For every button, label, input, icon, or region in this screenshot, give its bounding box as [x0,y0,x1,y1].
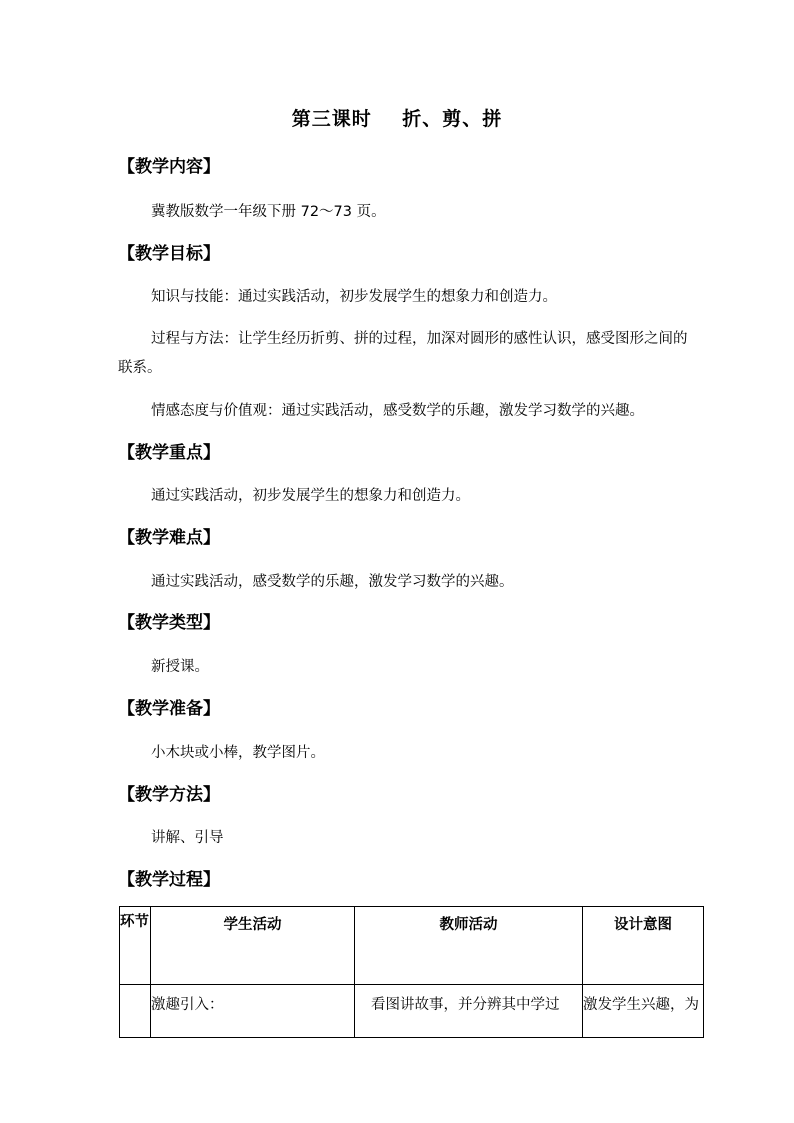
section-heading-objectives: 【教学目标】 [118,244,220,264]
table-header-row [120,907,704,985]
section-text-preparation: 小木块或小棒，教学图片。 [151,745,325,761]
objective-emotion: 情感态度与价值观：通过实践活动，感受数学的乐趣，激发学习数学的兴趣。 [151,403,644,419]
section-heading-difficulty: 【教学难点】 [118,528,220,548]
table-cell [120,985,151,1038]
objective-process: 过程与方法：让学生经历折剪、拼的过程，加深对圆形的感性认识，感受图形之间的联系。 [118,331,688,376]
table-header-cell: 环节 [120,907,151,985]
table-row [120,985,704,1038]
page-title: 第三课时 折、剪、拼 [291,108,503,130]
table-header-cell: 设计意图 [583,907,704,985]
process-table [119,906,704,1038]
table-header-cell: 教师活动 [355,907,583,985]
table-cell: 看图讲故事，并分辨其中学过 [355,985,583,1038]
section-text-content: 冀教版数学一年级下册 72～73 页。 [151,204,386,220]
section-text-type: 新授课。 [151,659,209,675]
section-heading-process: 【教学过程】 [118,870,220,890]
section-text-keypoint: 通过实践活动，初步发展学生的想象力和创造力。 [151,488,470,504]
table-cell: 激发学生兴趣，为 [583,985,704,1038]
section-heading-method: 【教学方法】 [118,785,220,805]
table-cell: 激趣引入： [151,985,355,1038]
objective-knowledge: 知识与技能：通过实践活动，初步发展学生的想象力和创造力。 [151,289,557,305]
section-heading-keypoint: 【教学重点】 [118,443,220,463]
table-header-cell: 学生活动 [151,907,355,985]
section-text-difficulty: 通过实践活动，感受数学的乐趣，激发学习数学的兴趣。 [151,574,514,590]
section-heading-type: 【教学类型】 [118,613,220,633]
section-text-method: 讲解、引导 [151,830,224,846]
section-heading-preparation: 【教学准备】 [118,699,220,719]
section-heading-content: 【教学内容】 [118,157,220,177]
